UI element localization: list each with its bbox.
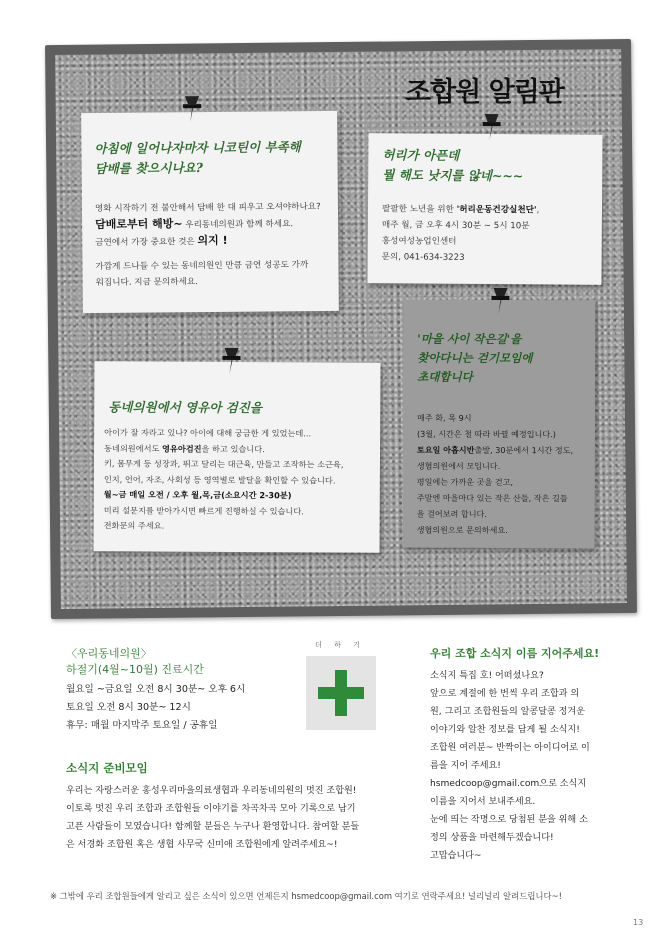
naming-line: 이야기와 알찬 정보를 담게 될 소식지! [430,725,580,735]
note-text: 생협의원으로 문의하세요. [416,524,508,536]
note-text: 주말엔 마을마다 있는 작은 산들, 작은 길들 [416,492,568,504]
newsletter-section [66,760,416,854]
note-text: 가깝게 드나들 수 있는 동네의원인 만큼 금연 성공도 가까 [95,260,309,273]
naming-line: 정의 상품을 마련해두겠습니다! [430,833,554,843]
note-text: 평일에는 가까운 곳을 걷고, [416,476,514,488]
naming-line: 원, 그리고 조합원들의 알콩달콩 정겨운 [430,707,586,717]
note-brush-text: 담배로부터 해방~ [95,217,183,232]
footnote: ※ 그밖에 우리 조합원들에게 알리고 싶은 소식이 있으면 언제든지 hsmedcoop@gmail.com 여기로 연락주세요! 널리널리 알려드립니다~! [50,891,562,901]
note-brush-text: 의지 ! [197,233,228,248]
note-bold-text: '허리운동건강실천단' [456,204,537,216]
note-headline: 초대합니다 [417,369,473,384]
note-bold-text: 월~금 매일 오전 / 오후 월,목,금(소요시간 2-30분) [103,489,292,501]
note-headline: 찾아다니는 걷기모임에 [417,350,533,366]
newsletter-title: 소식지 준비모임 [66,761,148,775]
newsletter-line: 이토록 멋진 우리 조합과 조합원들 이야기를 차곡차곡 모아 기록으로 남기 [66,804,356,814]
note-text: 우리동네의원과 함께 하세요. [182,219,294,231]
note-text: 전화문의 주세요. [103,520,165,531]
note-text: 매주 월, 금 오후 4시 30분 ~ 5시 10분 [381,220,530,232]
naming-section [430,645,630,865]
newsletter-line: 은 서경화 조합원 혹은 생협 사무국 신미애 조합원에게 알려주세요~! [66,840,338,850]
note-headline: 동네의원에서 영유아 검진을 [108,399,262,416]
naming-line: 조합원 여러분~ 반짝이는 아이디어로 이 [430,743,590,753]
pushpin-icon [181,94,203,124]
naming-line: 름을 지어 주세요! [430,761,501,771]
note-walking-group [403,300,596,549]
clinic-hours-section [66,645,306,735]
pushpin-icon [220,346,242,376]
page-number: 13 [633,918,644,927]
note-text: 인지, 언어, 자조, 사회성 등 영역별로 발달을 확인할 수 있습니다. [103,473,336,486]
plus-icon [306,656,376,730]
note-smoking [81,111,339,313]
note-text: 문의, 041-634-3223 [381,252,465,263]
note-bold-text: 토요일 아홉시반 [416,444,475,455]
note-headline: 뭘 해도 낫지를 않네~~~ [382,167,524,184]
note-text: 홍성여성농업인센터 [381,236,457,247]
note-text: (3월, 시간은 철 따라 바뀔 예정입니다.) [416,428,556,440]
naming-line: 소식지 특집 호! 어떠셨나요? [430,671,544,681]
pushpin-icon [489,286,511,316]
plus-label: 더 하 기 [315,641,365,649]
naming-email-line: hsmedcoop@gmail.com으로 소식지 [430,779,587,789]
note-text: 팔팔한 노년을 위한 [381,204,457,215]
clinic-hours-line: 휴무: 매월 마지막주 토요일 / 공휴일 [66,720,218,731]
note-headline: 허리가 아픈데 [382,147,460,163]
note-headline: 아침에 일어나자마자 니코틴이 부족해 [94,139,301,157]
naming-line: 이름을 지어서 보내주세요. [430,797,536,807]
note-text: 을 걸어보려 합니다. [416,508,487,519]
note-text: 매주 화, 목 9시 [417,412,472,423]
note-text: 미리 설문지를 받아가시면 빠르게 진행하실 수 있습니다. [103,504,304,516]
note-text: 동네의원에서도 [104,442,163,454]
clinic-subtitle: 하절기(4월~10월) 진료시간 [66,663,204,676]
naming-line: 고맙습니다~ [430,851,482,861]
newsletter-line: 고픈 사람들이 모였습니다! 함께할 분들은 누구나 환영합니다. 참여할 분들 [66,822,360,832]
naming-line: 눈에 띄는 작명으로 당첨된 분을 위해 소 [430,815,588,825]
note-headline: 담배를 찾으시나요? [94,160,203,177]
naming-title: 우리 조합 소식지 이름 지어주세요! [430,647,600,660]
note-text: 영화 시작하기 전 불안해서 담배 한 대 피우고 오셔야하나요? [94,202,321,215]
note-text: , [536,205,540,216]
note-text: 생협의원에서 모입니다. [416,460,501,472]
newsletter-line: 우리는 자랑스러운 홍성우리마을의료생협과 우리동네의원의 멋진 조합원! [66,786,357,796]
plus-tile [306,656,376,730]
naming-line: 앞으로 계절에 한 번씩 우리 조합과 의 [430,689,580,699]
note-headline: '마을 사이 작은길'을 [417,331,522,347]
note-text: 아이가 잘 자라고 있나? 아이에 대해 궁금한 게 있었는데... [104,427,312,439]
note-text: 을 하고 있습니다. [201,443,265,454]
note-back-exercise [367,133,602,285]
board-title: 조합원 알림판 [405,77,564,108]
note-text: 금연에서 가장 중요한 것은 [95,237,195,249]
clinic-hours-line: 월요일 ~금요일 오전 8시 30분~ 오후 6시 [66,684,246,695]
plus-box [302,640,378,732]
note-bold-text: 영유아검진 [161,443,202,454]
note-text: 출발, 30분에서 1시간 정도, [474,444,574,456]
pushpin-icon [480,112,502,142]
note-text: 키, 몸무게 등 성장과, 뛰고 달리는 대근육, 만들고 조작하는 소근육, [103,458,344,470]
note-infant-checkup [94,361,381,552]
clinic-hours-line: 토요일 오전 8시 30분~ 12시 [66,702,191,713]
clinic-title: 〈우리동네의원〉 [66,647,152,660]
note-text: 워집니다. 지금 문의하세요. [95,277,198,289]
